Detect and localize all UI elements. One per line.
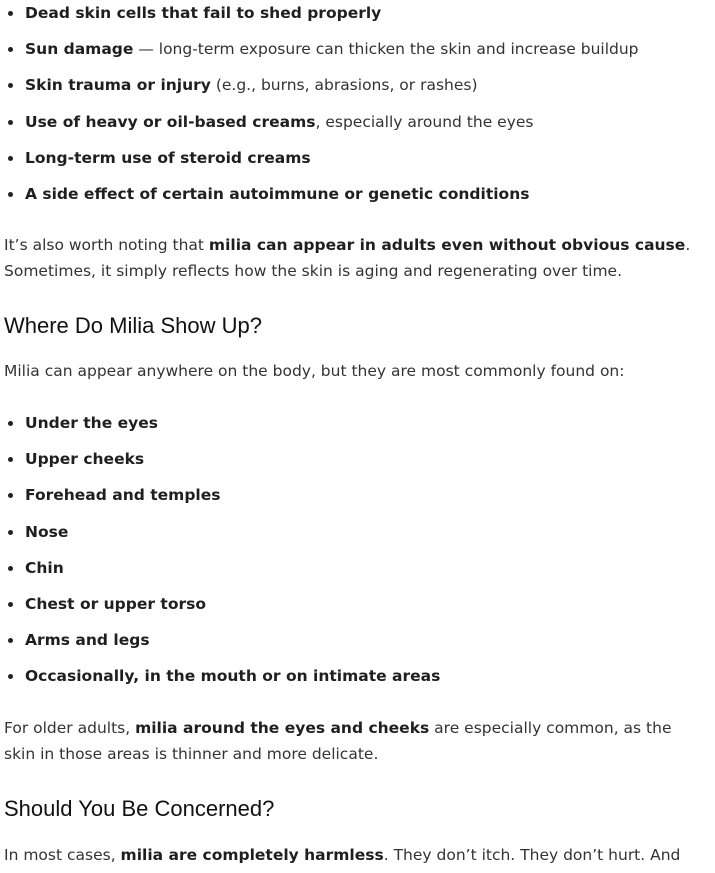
list-item-text: , especially around the eyes (315, 112, 534, 131)
list-item (4, 36, 639, 72)
paragraph-adults (4, 232, 694, 284)
paragraph-text: It’s also worth noting that (4, 236, 209, 254)
paragraph-text: . They don’t itch. They don’t hurt. And (383, 846, 681, 864)
list-item-bold: Use of heavy or oil-based creams (25, 112, 316, 131)
paragraph-text: are especially common, as the skin in those areas is thinner and more delicate. (4, 719, 672, 763)
list-item-bold: Dead skin cells that fail to shed properly (25, 4, 382, 22)
list-item (4, 181, 639, 217)
list-item-bold: Forehead and temples (25, 486, 221, 505)
list-item-bold: Sun damage (25, 40, 134, 59)
list-item (4, 145, 639, 181)
paragraph-text: In most cases, (4, 846, 121, 864)
list-item (4, 663, 440, 699)
list-item (4, 519, 440, 555)
list-item (4, 591, 440, 627)
list-item (4, 482, 440, 518)
paragraph-bold: milia around the eyes and cheeks (135, 719, 430, 737)
list-item (4, 72, 639, 108)
paragraph-bold: milia are completely harmless (120, 846, 384, 864)
list-item (4, 410, 440, 446)
list-item (4, 627, 440, 663)
list-item-bold: Chin (25, 558, 64, 577)
paragraph-older-adults (4, 715, 694, 767)
paragraph-bold: milia can appear in adults even without obvious cause (208, 236, 686, 254)
list-item-text: — long-term exposure can thicken the skin and increase buildup (133, 40, 639, 59)
paragraph-text: . Sometimes, it simply reflects how the skin is aging and regenerating over time. (4, 236, 691, 280)
paragraph-text: For older adults, (4, 719, 136, 737)
list-item (4, 0, 639, 36)
list-item-bold: Arms and legs (25, 631, 150, 650)
section-heading-concerned: Should You Be Concerned? (4, 796, 275, 821)
causes-list (4, 0, 639, 217)
list-item-bold: Upper cheeks (25, 450, 145, 469)
list-item-bold: Under the eyes (25, 414, 158, 432)
section-heading-where: Where Do Milia Show Up? (4, 313, 262, 338)
list-item-bold: Occasionally, in the mouth or on intimate areas (25, 667, 441, 686)
paragraph-concerned (4, 842, 694, 868)
list-item-bold: Chest or upper torso (25, 594, 206, 613)
list-item-bold: Nose (25, 522, 69, 541)
locations-list (4, 410, 440, 700)
list-item (4, 555, 440, 591)
list-item (4, 446, 440, 482)
list-item-bold: Skin trauma or injury (25, 76, 211, 95)
list-item (4, 109, 639, 145)
list-item-bold: Long-term use of steroid creams (25, 148, 311, 167)
list-item-text: (e.g., burns, abrasions, or rashes) (210, 76, 478, 95)
list-item-bold: A side effect of certain autoimmune or genetic conditions (25, 184, 530, 203)
paragraph-where-intro: Milia can appear anywhere on the body, but they are most commonly found on: (4, 362, 625, 380)
